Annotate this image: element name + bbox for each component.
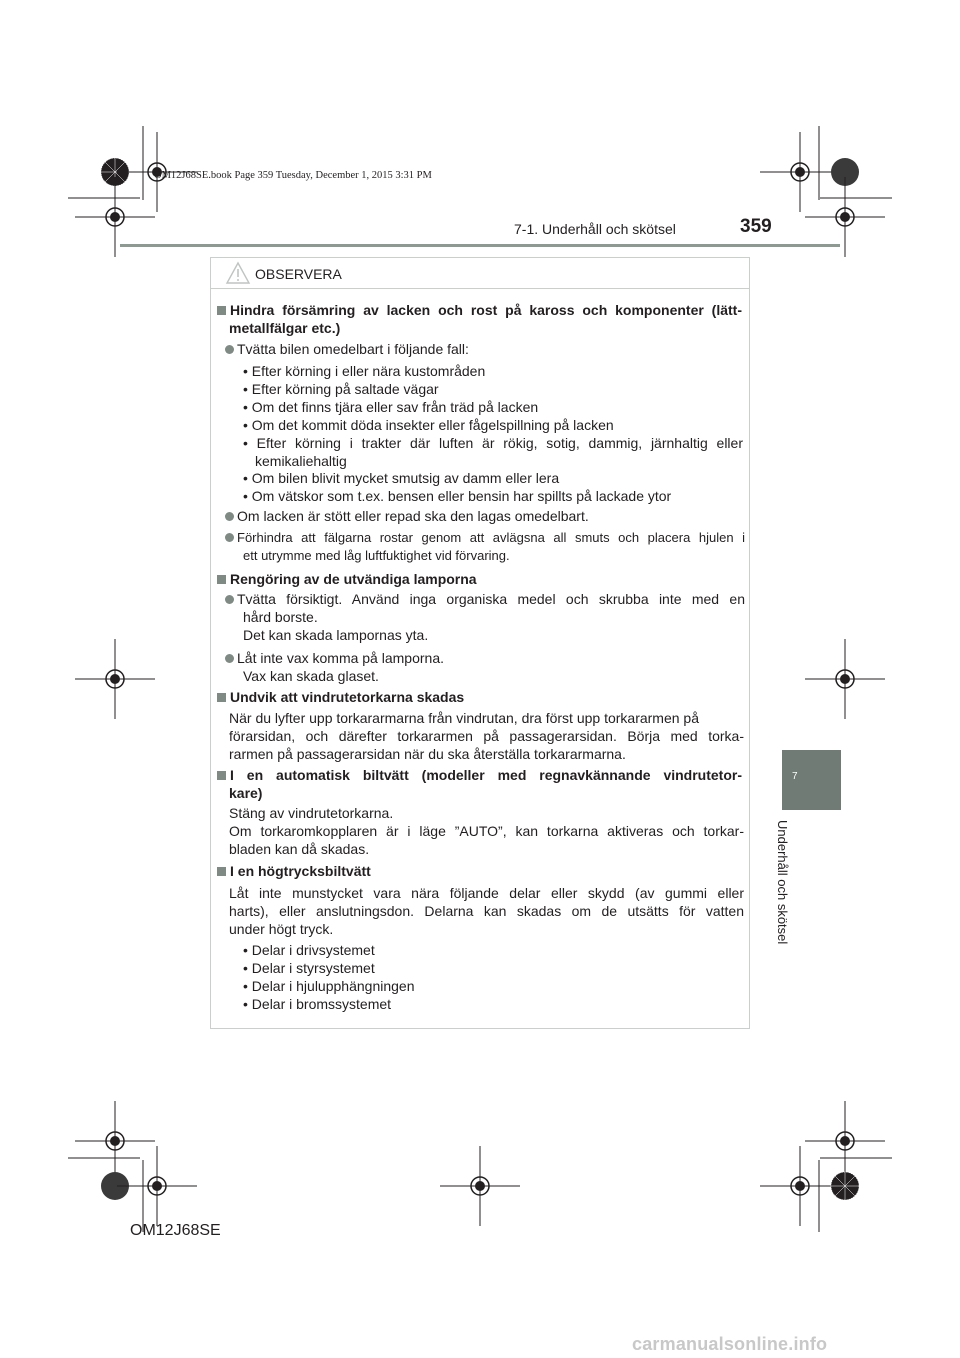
list-item: • Efter körning på saltade vägar (243, 381, 439, 397)
list-item: • Om det kommit döda insekter eller fågelspillning på lacken (243, 417, 614, 433)
bullet-item-cont: ett utrymme med låg luftfuktighet vid förvaring. (243, 548, 510, 563)
list-item: • Delar i drivsystemet (243, 942, 375, 958)
paragraph-line: Låt inte munstycket vara nära följande delar eller skydd (av gummi eller (229, 885, 744, 901)
bullet-item: Låt inte vax komma på lamporna. (225, 649, 745, 667)
bullet-item-cont: hård borste. (243, 609, 318, 625)
section-heading-cont: kare) (229, 785, 263, 801)
section-title: 7-1. Underhåll och skötsel (514, 221, 676, 237)
chapter-tab (782, 750, 841, 810)
list-item: • Efter körning i eller nära kustområden (243, 363, 486, 379)
chapter-side-label (775, 820, 810, 960)
print-info-line: OM12J68SE.book Page 359 Tuesday, December 1, 2015 3:31 PM (154, 170, 432, 181)
notice-content (211, 258, 749, 1028)
bullet-item: Tvätta bilen omedelbart i följande fall: (225, 340, 745, 358)
manual-code: OM12J68SE (130, 1222, 221, 1239)
page-number: 359 (740, 216, 772, 237)
bullet-item: Tvätta försiktigt. Använd inga organiska medel och skrubba inte med en (225, 590, 745, 608)
list-item: • Delar i bromssystemet (243, 996, 392, 1012)
section-heading: I en automatisk biltvätt (modeller med regnavkännande vindrutetor- (217, 766, 742, 784)
header-rule (120, 244, 840, 247)
bullet-item: Om lacken är stött eller repad ska den lagas omedelbart. (225, 507, 745, 525)
chapter-number: 7 (792, 771, 798, 782)
list-item: • Efter körning i trakter där luften är rökig, sotig, dammig, järnhaltig eller (243, 435, 743, 451)
bullet-item-cont: Det kan skada lampornas yta. (243, 627, 429, 643)
notice-label: OBSERVERA (255, 266, 342, 282)
section-heading: I en högtrycksbiltvätt (217, 862, 742, 880)
list-item: • Delar i hjulupphängningen (243, 978, 415, 994)
watermark: carmanualsonline.info (632, 1334, 828, 1354)
bullet-item-cont: Vax kan skada glaset. (243, 668, 379, 684)
paragraph-line: bladen kan då skadas. (229, 841, 370, 857)
paragraph-line: under högt tryck. (229, 921, 334, 937)
list-item: • Om det finns tjära eller sav från träd på lacken (243, 399, 539, 415)
paragraph-line: förarsidan, och därefter torkararmen på passagerarsidan. Börja med torka- (229, 728, 744, 744)
section-heading: Hindra försämring av lacken och rost på kaross och komponenter (lätt- (217, 301, 742, 319)
paragraph-line: När du lyfter upp torkararmarna från vindrutan, dra först upp torkararmen på (229, 710, 699, 726)
notice-box (210, 257, 750, 1029)
bullet-item: Förhindra att fälgarna rostar genom att avlägsna all smuts och placera hjulen i (225, 529, 745, 547)
section-heading: Rengöring av de utvändiga lamporna (217, 570, 742, 588)
paragraph-line: rarmen på passagerarsidan när du ska återställa torkararmarna. (229, 746, 626, 762)
paragraph-line: Stäng av vindrutetorkarna. (229, 805, 394, 821)
list-item: • Om vätskor som t.ex. bensen eller bensin har spillts på lackade ytor (243, 488, 672, 504)
list-item-cont: kemikaliehaltig (255, 453, 347, 469)
section-heading-cont: metallfälgar etc.) (229, 320, 341, 336)
paragraph-line: harts), eller anslutningsdon. Delarna kan skadas om de utsätts för vatten (229, 903, 744, 919)
section-heading: Undvik att vindrutetorkarna skadas (217, 688, 742, 706)
paragraph-line: Om torkaromkopplaren är i läge ”AUTO”, kan torkarna aktiveras och torkar- (229, 823, 744, 839)
list-item: • Om bilen blivit mycket smutsig av damm eller lera (243, 470, 560, 486)
chapter-side-text: Underhåll och skötsel (775, 820, 790, 945)
list-item: • Delar i styrsystemet (243, 960, 375, 976)
